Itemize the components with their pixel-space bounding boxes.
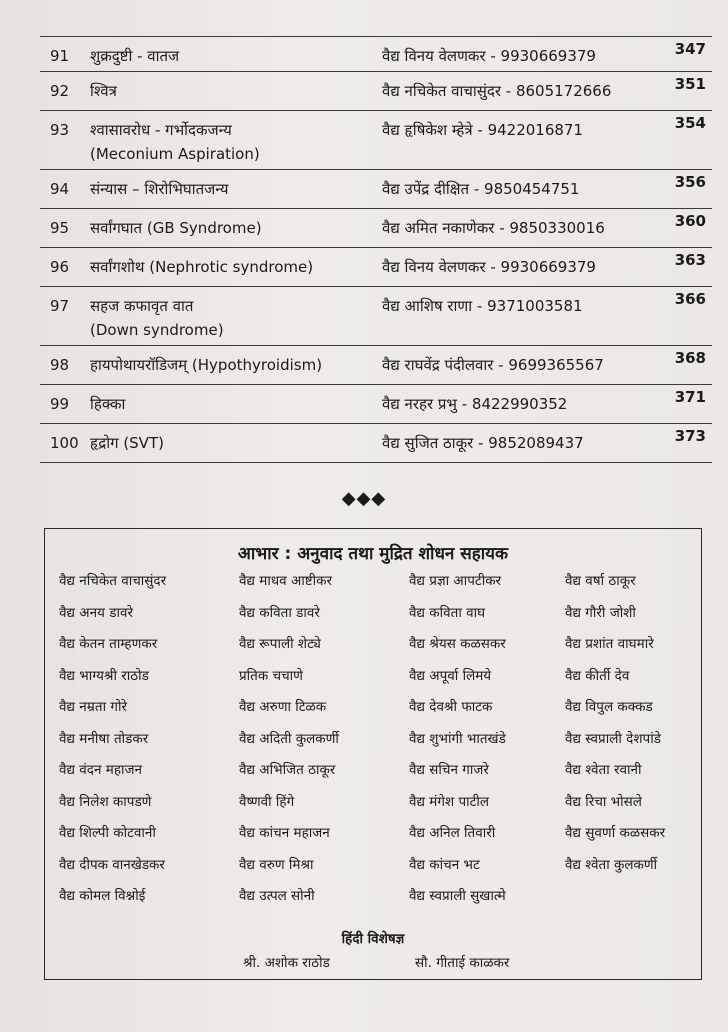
contributor-name: वैद्य कविता डावरे (239, 604, 320, 621)
contributor-name: वैद्य मंगेश पाटील (409, 793, 490, 810)
contributor-name: वैद्य माधव आष्टीकर (239, 573, 333, 589)
chapter-title (86, 37, 376, 68)
contributor-name: वैद्य मनीषा तोडकर (59, 730, 149, 747)
contributor-name: वैद्य अदिती कुलकर्णी (239, 730, 339, 747)
contributor-name: वैद्य सचिन गाजरे (409, 762, 489, 778)
contributor-name: वैद्य नम्रता गोरे (59, 699, 127, 715)
contributor-name: वैद्य निलेश कापडणे (59, 793, 152, 810)
hindi-experts-title: हिंदी विशेषज्ञ (341, 931, 405, 947)
chapter-number: 91 (50, 47, 70, 65)
author-contact: वैद्य नचिकेत वाचासुंदर - 8605172666 (382, 82, 612, 100)
chapter-title-line: श्वासावरोध - गर्भोदकजन्य (90, 121, 232, 139)
contributor-name: वैद्य सुवर्णा कळसकर (565, 825, 666, 841)
author-contact: वैद्य नरहर प्रभु - 8422990352 (382, 395, 568, 413)
author-contact: वैद्य आशिष राणा - 9371003581 (382, 297, 583, 315)
contents-row (40, 208, 712, 247)
author-contact: वैद्य उपेंद्र दीक्षित - 9850454751 (382, 180, 580, 198)
contributor-name: वैद्य देवश्री फाटक (409, 699, 493, 715)
contributor-name: वैद्य प्रज्ञा आपटीकर (409, 573, 502, 589)
contributor-name: वैद्य श्वेता कुलकर्णी (565, 856, 658, 873)
contributor-name: वैद्य अनिल तिवारी (409, 825, 496, 841)
contents-row (40, 423, 712, 463)
chapter-number: 96 (50, 258, 70, 276)
page-number: 368 (674, 349, 706, 367)
author-contact: वैद्य राघवेंद्र पंदीलवार - 9699365567 (382, 356, 604, 374)
chapter-title (86, 424, 376, 455)
page-number: 360 (674, 212, 706, 230)
contributor-name: वैद्य श्रेयस कळसकर (409, 636, 506, 652)
contributor-name: वैद्य गौरी जोशी (565, 604, 636, 621)
chapter-title-line: श्वित्र (90, 82, 117, 100)
chapter-title (86, 72, 376, 103)
contributor-name: वैद्य विपुल कक्कड (565, 699, 653, 715)
contributor-name: वैद्य अरुणा टिळक (239, 699, 327, 715)
contents-row (40, 71, 712, 110)
contributor-name: वैद्य कांचन महाजन (239, 825, 330, 841)
chapter-title (86, 385, 376, 416)
page-number: 356 (674, 173, 706, 191)
author-contact: वैद्य सुजित ठाकूर - 9852089437 (382, 434, 584, 452)
chapter-title (86, 209, 376, 240)
chapter-title-line: हृद्रोग (SVT) (90, 434, 164, 452)
page-number: 371 (674, 388, 706, 406)
hindi-expert-name: सौ. गीताई काळकर (415, 955, 510, 971)
contents-row (40, 110, 712, 169)
chapter-number: 92 (50, 82, 70, 100)
contributor-name: वैद्य प्रशांत वाघमारे (565, 636, 654, 652)
contents-table (40, 36, 712, 463)
contents-row (40, 169, 712, 208)
page-number: 373 (674, 427, 706, 445)
contributor-name: वैद्य वर्षा ठाकूर (565, 573, 636, 589)
hindi-expert-name: श्री. अशोक राठोड (243, 955, 330, 971)
contributor-name: वैद्य केतन ताम्हणकर (59, 636, 158, 652)
contributor-name: वैद्य अभिजित ठाकूर (239, 762, 336, 778)
chapter-title-line: सहज कफावृत वात (90, 297, 194, 315)
chapter-title (86, 287, 376, 342)
author-contact: वैद्य विनय वेलणकर - 9930669379 (382, 258, 596, 276)
contents-row (40, 286, 712, 345)
contributor-name: वैद्य स्वप्राली देशपांडे (565, 730, 661, 747)
contributor-name: वैद्य श्वेता रवानी (565, 762, 642, 778)
chapter-title-line: हायपोथायरॉडिजम् (Hypothyroidism) (90, 356, 323, 374)
chapter-number: 99 (50, 395, 70, 413)
author-contact: वैद्य हृषिकेश म्हेत्रे - 9422016871 (382, 121, 584, 139)
contributor-name: वैद्य शिल्पी कोटवानी (59, 825, 156, 841)
contributor-name: वैद्य रूपाली शेट्ये (239, 636, 321, 652)
acknowledgement-title: आभार : अनुवाद तथा मुद्रित शोधन सहायक (237, 544, 509, 564)
chapter-title-line: (Down syndrome) (90, 321, 224, 339)
chapter-title (86, 248, 376, 279)
section-divider: ◆◆◆ (341, 488, 387, 509)
page-number: 363 (674, 251, 706, 269)
chapter-number: 94 (50, 180, 70, 198)
contributor-name: वैद्य वरुण मिश्रा (239, 856, 314, 873)
contents-row (40, 345, 712, 384)
contributor-name: वैद्य भाग्यश्री राठोड (59, 667, 149, 684)
chapter-title-line: (Meconium Aspiration) (90, 145, 260, 163)
page-number: 347 (674, 40, 706, 58)
page-number: 366 (674, 290, 706, 308)
contributor-name: वैद्य स्वप्राली सुखात्मे (409, 888, 506, 904)
chapter-title-line: शुक्रदुष्टी - वातज (90, 47, 180, 65)
contributor-name: वैद्य कोमल विश्नोई (59, 888, 146, 904)
chapter-title-line: संन्यास – शिरोभिघातजन्य (90, 180, 229, 198)
chapter-number: 93 (50, 121, 70, 139)
contents-row (40, 36, 712, 71)
chapter-number: 95 (50, 219, 70, 237)
contributor-name: वैद्य नचिकेत वाचासुंदर (59, 573, 167, 589)
author-contact: वैद्य विनय वेलणकर - 9930669379 (382, 47, 596, 65)
contributor-name: वैद्य शुभांगी भातखंडे (409, 730, 506, 747)
page-number: 351 (674, 75, 706, 93)
contributor-name: वैद्य वंदन महाजन (59, 762, 143, 778)
chapter-title (86, 346, 376, 377)
contents-row (40, 384, 712, 423)
author-contact: वैद्य अमित नकाणेकर - 9850330016 (382, 219, 605, 237)
contributor-name: वैद्य रिचा भोसले (565, 793, 642, 810)
contributor-name: वैद्य अनय डावरे (59, 604, 133, 621)
contents-row (40, 247, 712, 286)
chapter-number: 98 (50, 356, 70, 374)
contributor-name: वैद्य अपूर्वा लिमये (409, 667, 492, 684)
chapter-title-line: सर्वांगघात (GB Syndrome) (90, 219, 262, 237)
contributor-name: वैष्णवी हिंगे (239, 793, 295, 810)
chapter-title-line: सर्वांगशोथ (Nephrotic syndrome) (90, 258, 314, 276)
chapter-title-line: हिक्का (90, 395, 126, 413)
contributor-name: वैद्य कविता वाघ (409, 604, 486, 621)
contributor-name: वैद्य दीपक वानखेडकर (59, 856, 165, 873)
acknowledgement-box (44, 528, 702, 980)
contributor-name: वैद्य कांचन भट (409, 856, 480, 873)
page-number: 354 (674, 114, 706, 132)
contributor-name: वैद्य उत्पल सोनी (239, 888, 315, 904)
chapter-number: 97 (50, 297, 70, 315)
chapter-title (86, 170, 376, 201)
chapter-number: 100 (50, 434, 79, 452)
contributor-name: वैद्य कीर्ती देव (565, 667, 630, 684)
contributor-name: प्रतिक चचाणे (239, 667, 303, 684)
chapter-title (86, 111, 376, 166)
